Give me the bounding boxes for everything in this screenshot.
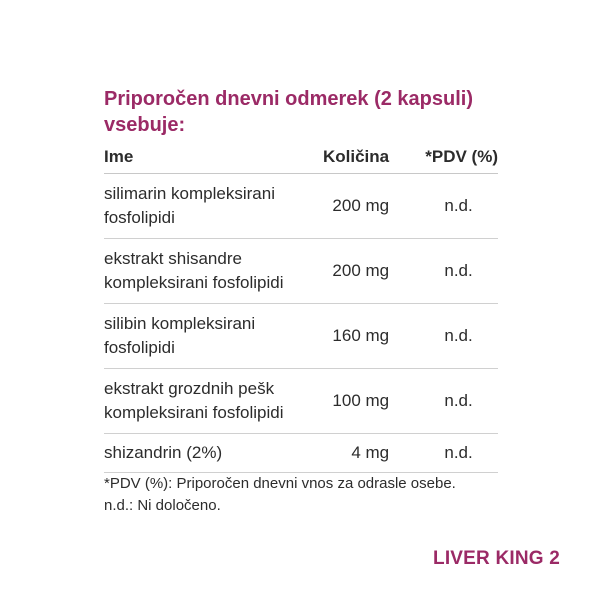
table-row	[104, 239, 498, 304]
ingredient-name: ekstrakt grozdnih pešk kompleksirani fosfolipidi	[104, 369, 298, 434]
column-header-amount: Količina	[298, 140, 395, 174]
table-row	[104, 434, 498, 473]
supplement-heading: Priporočen dnevni odmerek (2 kapsuli) vsebuje:	[104, 88, 473, 136]
ingredient-pdv: n.d.	[395, 434, 498, 473]
table-header-row	[104, 140, 498, 174]
ingredient-pdv: n.d.	[395, 174, 498, 239]
footnotes	[104, 473, 524, 517]
ingredient-amount: 160 mg	[298, 304, 395, 369]
nutrition-table	[104, 140, 498, 473]
ingredient-name: silimarin kompleksirani fosfolipidi	[104, 174, 298, 239]
column-header-name: Ime	[104, 140, 298, 174]
table-row	[104, 369, 498, 434]
ingredient-pdv: n.d.	[395, 239, 498, 304]
nd-footnote: n.d.: Ni določeno.	[104, 497, 221, 514]
pdv-footnote: *PDV (%): Priporočen dnevni vnos za odrasle osebe.	[104, 475, 456, 492]
ingredient-name: ekstrakt shisandre kompleksirani fosfolipidi	[104, 239, 298, 304]
ingredient-pdv: n.d.	[395, 304, 498, 369]
column-header-pdv: *PDV (%)	[395, 140, 498, 174]
ingredient-amount: 100 mg	[298, 369, 395, 434]
ingredient-name: silibin kompleksirani fosfolipidi	[104, 304, 298, 369]
ingredient-name: shizandrin (2%)	[104, 434, 298, 473]
ingredient-amount: 200 mg	[298, 239, 395, 304]
ingredient-pdv: n.d.	[395, 369, 498, 434]
ingredient-amount: 200 mg	[298, 174, 395, 239]
ingredient-amount: 4 mg	[298, 434, 395, 473]
product-name: LIVER KING 2	[433, 548, 560, 569]
table-row	[104, 174, 498, 239]
table-row	[104, 304, 498, 369]
